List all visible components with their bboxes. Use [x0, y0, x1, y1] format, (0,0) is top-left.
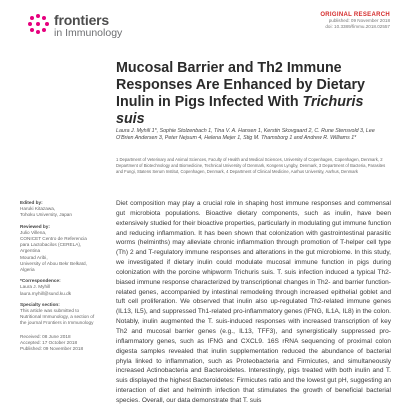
article-title — [116, 60, 386, 128]
reviewer-name: Mourad Aribi, — [20, 254, 48, 260]
reviewer-affiliation: CONICET Centro de Referencia para Lactobacilos (CERELA), Argentina — [20, 236, 87, 254]
journal-logo — [28, 12, 158, 42]
reviewer-name: Julio Villena, — [20, 229, 47, 235]
published-line: published: 09 November 2018 — [328, 18, 390, 23]
doi-link[interactable]: doi: 10.3389/fimmu.2018.02557 — [325, 24, 390, 29]
journal-brand: frontiers — [54, 12, 109, 28]
edited-by-heading: Edited by: — [20, 200, 43, 205]
specialty-text: This article was submitted to Nutritional Immunology, a section of the journal Frontiers in Immunology — [20, 308, 95, 326]
specialty-heading: Specialty section: — [20, 301, 60, 307]
correspondent-name: Laura J. Myhill — [20, 284, 51, 290]
reviewed-by-heading: Reviewed by: — [20, 223, 50, 229]
title-italic: Trichuris suis — [116, 94, 364, 127]
editor-name: Haruki Kitazawa, — [20, 206, 56, 212]
article-type: ORIGINAL RESEARCH — [320, 12, 390, 18]
received-date: Received: 08 June 2018 — [20, 333, 71, 339]
reviewer-affiliation: University of Abou Bekr Belkaïd, Algeria — [20, 260, 87, 273]
correspondent-email[interactable]: laura.myhill@sund.ku.dk — [20, 290, 72, 296]
correspondence-heading: *Correspondence: — [20, 278, 61, 284]
accepted-date: Accepted: 17 October 2018 — [20, 339, 78, 345]
title-main: Mucosal Barrier and Th2 Immune Responses Are Enhanced by Dietary Inulin in Pigs Infected With — [116, 60, 365, 110]
author-list: Laura J. Myhill 1*, Sophie Stolzenbach 1, Tina V. A. Hansen 1, Kerstin Skovgaard 2, C. Rune Stensvold 3, Lee O'Brien Andersen 3, Peter Nejsum 4, Helena Mejer 1, Stig M. Thamsborg 1 and Andrew R. Williams 1* — [116, 128, 375, 142]
published-date: Published: 09 November 2018 — [20, 346, 84, 352]
frontiers-logo-icon — [28, 14, 50, 36]
sidebar-info — [20, 200, 96, 352]
article-meta — [272, 12, 390, 30]
journal-subtitle: in Immunology — [54, 27, 123, 39]
affiliations: 1 Department of Veterinary and Animal Sciences, Faculty of Health and Medical Sciences, University of Copenhagen, Copenhagen, Denmark, 2 Department of Biotechnology and Biomedicine, Technical University of Denmark, Kongens Lyngby, Denmark, 3 Department of Bacteria, Parasites and Fungi, Statens Serum Institut, Copenhagen, Denmark, 4 Department of Clinical Medicine, Aarhus University, Aarhus, Denmark — [116, 157, 386, 174]
editor-affiliation: Tohoku University, Japan — [20, 212, 73, 218]
article-dates — [20, 334, 96, 353]
abstract-text: Diet composition may play a crucial role in shaping host immune responses and commensal gut microbiota populations. Bioactive dietary components, such as inulin, have been extensively studied for their bioactive properties, particularly in modulating gut immune function and reducing inflammation. It has been shown that colonization with gastrointestinal parasitic worms (helminths) may alleviate chronic inflammation through promotion of T-helper cell type (Th) 2 and T-regulatory immune responses and alterations in the gut microbiome. In this study, we investigated if dietary inulin could modulate mucosal immune function in pigs during colonization with the porcine whipworm Trichuris suis. T. suis infection induced a typical Th2-biased immune response characterized by transcriptional changes in Th2- and barrier function-related genes, accompanied by intestinal remodeling through increased epithelial goblet and tuft cell proliferation. We observed that inulin also up-regulated Th2-related immune genes (IL13, IL5), and suppressed Th1-related pro-inflammatory genes (IFNG, IL1A, IL8) in the colon. Notably, inulin augmented the T. suis-induced responses with increased transcription of key Th2 and mucosal barrier genes (e.g., IL13, TFF3), and synergistically suppressed pro-inflammatory genes, such as IFNG and CXCL9. 16S rRNA sequencing of proximal colon digesta samples revealed that inulin supplementation reduced the abundance of bacterial phyla linked to inflammation, such as Proteobacteria and Firmicutes, and simultaneously increased Actinobacteria and Bacteroidetes. Interestingly, pigs treated with both inulin and T. suis displayed the highest Bacteroidetes: Firmicutes ratio and the lowest gut pH, suggesting an interaction of diet and helminth infection that stimulates the growth of beneficial bacterial species. Overall, our data demonstrate that T. suis — [116, 200, 391, 404]
